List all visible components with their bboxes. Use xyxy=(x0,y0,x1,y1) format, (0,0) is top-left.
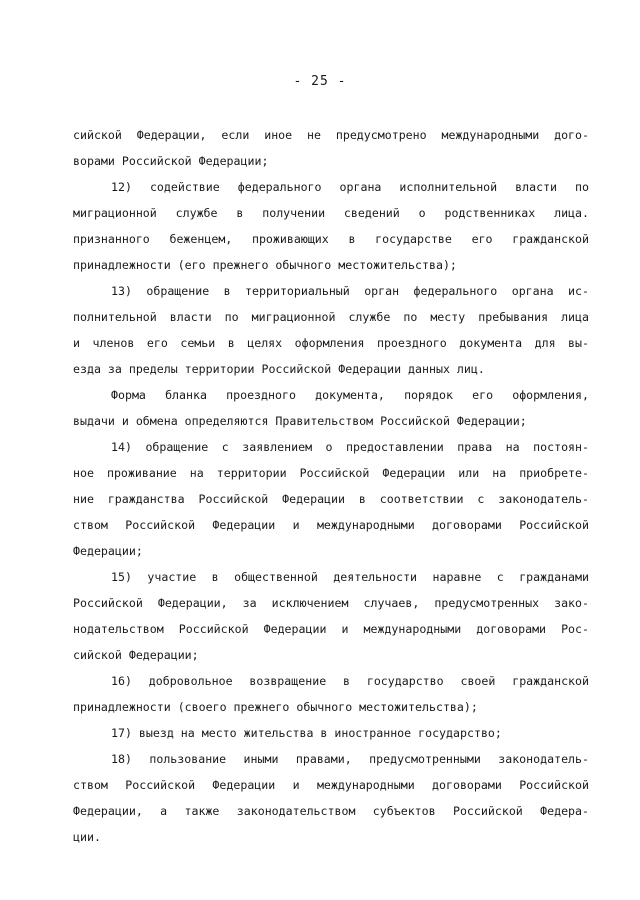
text-line: ством Российской Федерации и международными договорами Российской xyxy=(73,518,589,532)
text-line: Форма бланка проездного документа, порядок его оформления, xyxy=(111,388,589,402)
text-line: сийской Федерации; xyxy=(73,648,199,662)
text-line: выдачи и обмена определяются Правительством Российской Федерации; xyxy=(73,414,527,428)
text-line: 13) обращение в территориальный орган федерального органа ис- xyxy=(111,284,589,298)
text-line: ции. xyxy=(73,830,101,844)
text-line: признанного беженцем, проживающих в государстве его гражданской xyxy=(73,232,589,246)
text-line: Федерации, а также законодательством субъектов Российской Федера- xyxy=(73,804,589,818)
text-line: принадлежности (своего прежнего обычного местожительства); xyxy=(73,700,478,714)
text-line: 18) пользование иными правами, предусмотренными законодатель- xyxy=(111,752,589,766)
document-body xyxy=(73,122,589,850)
text-line: 12) содействие федерального органа исполнительной власти по xyxy=(111,180,589,194)
text-line: миграционной службе в получении сведений о родственниках лица. xyxy=(73,206,589,220)
text-line: сийской Федерации, если иное не предусмотрено международными дого- xyxy=(73,128,589,142)
text-line: Федерации; xyxy=(73,544,143,558)
text-line: ние гражданства Российской Федерации в соответствии с законодатель- xyxy=(73,492,589,506)
text-line: езда за пределы территории Российской Федерации данных лиц. xyxy=(73,362,485,376)
text-line: ное проживание на территории Российской Федерации или на приобрете- xyxy=(73,466,589,480)
text-line: ством Российской Федерации и международными договорами Российской xyxy=(73,778,589,792)
text-line: Российской Федерации, за исключением случаев, предусмотренных зако- xyxy=(73,596,589,610)
text-line: 17) выезд на место жительства в иностранное государство; xyxy=(111,726,502,740)
text-line: 16) добровольное возвращение в государство своей гражданской xyxy=(111,674,589,688)
text-line: принадлежности (его прежнего обычного местожительства); xyxy=(73,258,457,272)
text-line: ворами Российской Федерации; xyxy=(73,154,269,168)
text-line: нодательством Российской Федерации и международными договорами Рос- xyxy=(73,622,589,636)
text-line: 15) участие в общественной деятельности наравне с гражданами xyxy=(111,570,589,584)
page-number: - 25 - xyxy=(293,74,347,89)
text-line: 14) обращение с заявлением о предоставлении права на постоян- xyxy=(111,440,589,454)
text-line: и членов его семьи в целях оформления проездного документа для вы- xyxy=(73,336,589,350)
text-line: полнительной власти по миграционной службе по месту пребывания лица xyxy=(73,310,589,324)
